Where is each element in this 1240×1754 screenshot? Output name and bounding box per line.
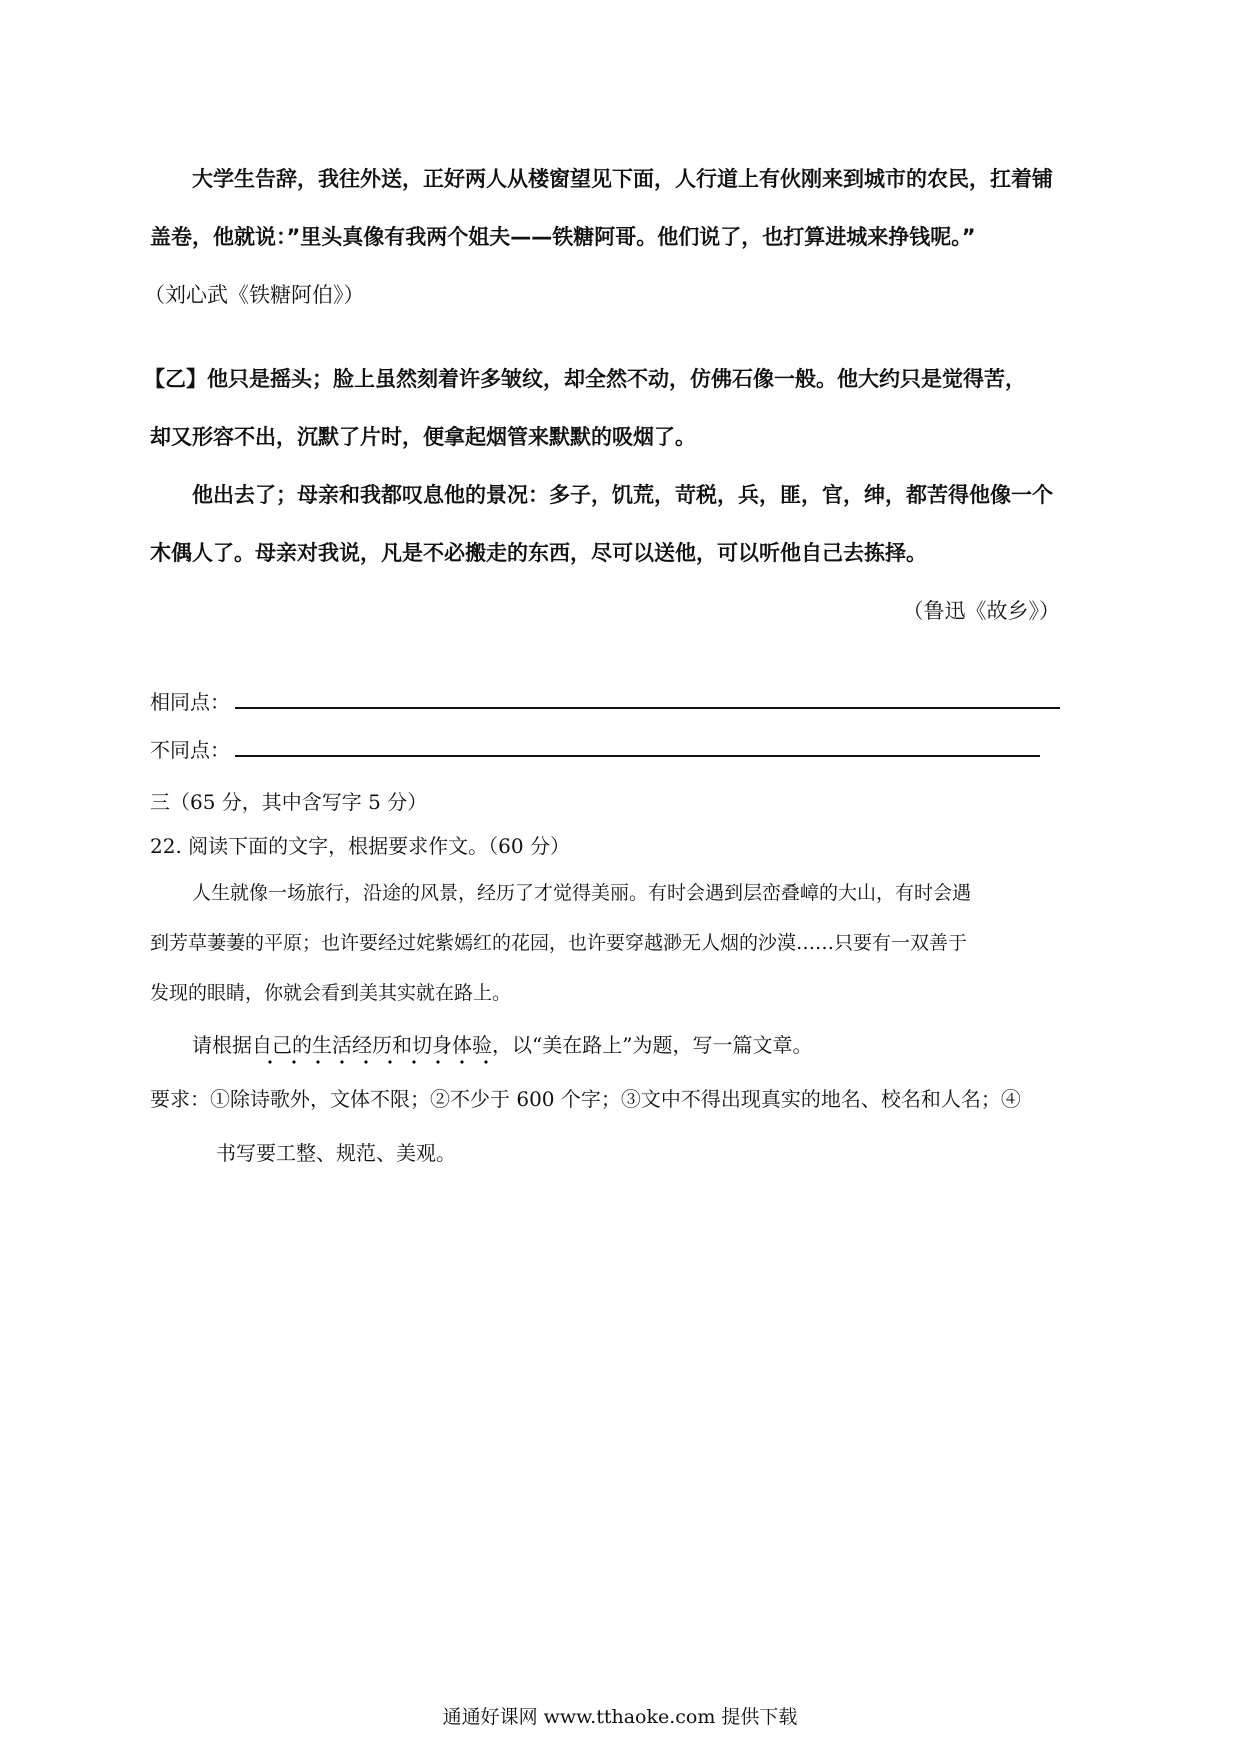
passage-yi-line-2: 却又形容不出，沉默了片时，便拿起烟管来默默的吸烟了。 xyxy=(150,425,696,449)
passage-yi-line-1: 【乙】他只是摇头；脸上虽然刻着许多皱纹，却全然不动，仿佛石像一般。他大约只是觉得苦， xyxy=(144,367,1026,391)
section-three-heading: 三（65 分，其中含写字 5 分） xyxy=(150,790,428,814)
same-points-row xyxy=(150,686,230,715)
essay-prompt xyxy=(150,1018,1100,1072)
prompt-pre: 请根据 xyxy=(192,1033,252,1057)
material-line-3: 发现的眼睛，你就会看到美其实就在路上。 xyxy=(150,982,512,1004)
passage-yi-source: （鲁迅《故乡》） xyxy=(902,599,1060,623)
passage-jia-line-2: 盖卷，他就说：”里头真像有我两个姐夫——铁糖阿哥。他们说了，也打算进城来挣钱呢。” xyxy=(150,225,976,249)
passage-jia xyxy=(144,150,1100,324)
same-points-answer-line[interactable] xyxy=(235,707,1060,709)
diff-points-answer-line[interactable] xyxy=(235,755,1040,757)
prompt-post: ，以“美在路上”为题，写一篇文章。 xyxy=(492,1033,813,1057)
requirements-line-2: 书写要工整、规范、美观。 xyxy=(216,1141,456,1165)
essay-material xyxy=(150,868,1100,1018)
passage-yi-line-3: 他出去了；母亲和我都叹息他的景况：多子，饥荒，苛税，兵，匪，官，绅，都苦得他像一个 xyxy=(192,483,1053,507)
prompt-emphasis xyxy=(252,1033,492,1057)
same-points-label: 相同点： xyxy=(150,690,230,714)
prompt-dotted-text: 自己的生活经历和切身体验 xyxy=(252,1033,492,1065)
diff-points-label: 不同点： xyxy=(150,738,230,762)
question-22: 22. 阅读下面的文字，根据要求作文。（60 分） xyxy=(150,834,570,858)
passage-yi-line-4: 木偶人了。母亲对我说，凡是不必搬走的东西，尽可以送他，可以听他自己去拣择。 xyxy=(150,541,927,565)
material-line-2: 到芳草萋萋的平原；也许要经过姹紫嫣红的花园，也许要穿越渺无人烟的沙漠……只要有一双善于 xyxy=(150,932,968,954)
passage-yi xyxy=(144,350,1100,640)
section-three xyxy=(150,780,1100,1180)
material-line-1: 人生就像一场旅行，沿途的风景，经历了才觉得美丽。有时会遇到层峦叠嶂的大山，有时会遇 xyxy=(192,882,972,904)
diff-points-row xyxy=(150,734,230,763)
footer-source: 通通好课网 www.tthaoke.com 提供下载 xyxy=(442,1706,798,1728)
passage-jia-source: （刘心武《铁糖阿伯》） xyxy=(144,283,365,307)
requirements-line-1: 要求：①除诗歌外，文体不限；②不少于 600 个字；③文中不得出现真实的地名、校名和人名；④ xyxy=(150,1087,1021,1111)
passage-jia-line-1: 大学生告辞，我往外送，正好两人从楼窗望见下面，人行道上有伙刚来到城市的农民，扛着铺 xyxy=(192,167,1053,191)
